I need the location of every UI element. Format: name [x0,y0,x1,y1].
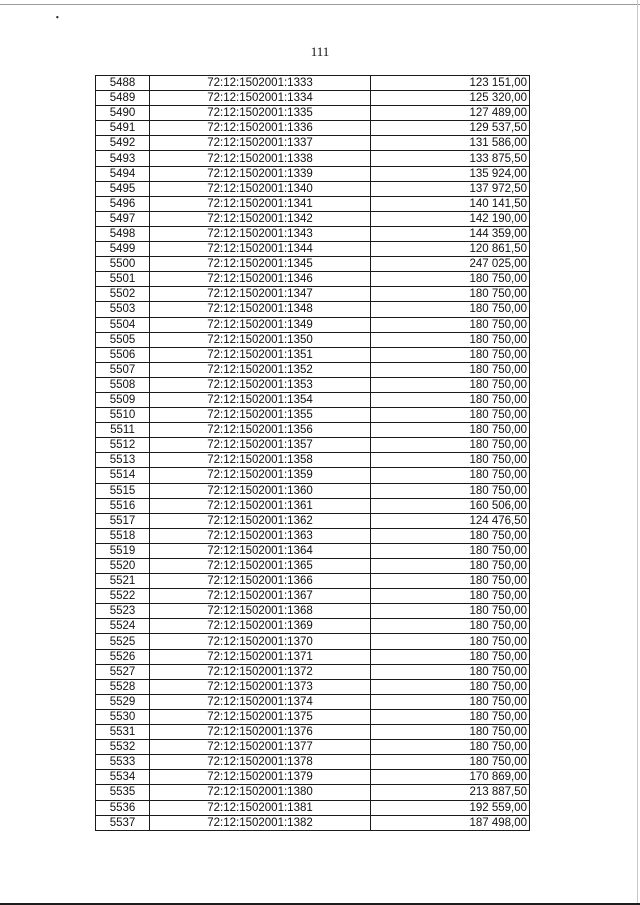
table-row [96,91,530,106]
cadastral-number-cell: 72:12:1502001:1350 [150,332,371,347]
row-number-cell: 5490 [96,106,150,121]
table-row [96,438,530,453]
row-number-cell: 5516 [96,498,150,513]
table-body [96,76,530,831]
row-number-cell: 5493 [96,151,150,166]
page-number: 111 [310,44,330,59]
cadastral-number-cell: 72:12:1502001:1364 [150,543,371,558]
cadastral-number-cell: 72:12:1502001:1346 [150,272,371,287]
table-row [96,740,530,755]
row-number-cell: 5519 [96,543,150,558]
cadastral-number-cell: 72:12:1502001:1365 [150,559,371,574]
value-cell: 247 025,00 [371,257,530,272]
table-row [96,392,530,407]
value-cell: 180 750,00 [371,377,530,392]
row-number-cell: 5501 [96,272,150,287]
cadastral-number-cell: 72:12:1502001:1351 [150,347,371,362]
value-cell: 180 750,00 [371,468,530,483]
row-number-cell: 5506 [96,347,150,362]
cadastral-number-cell: 72:12:1502001:1358 [150,453,371,468]
table-row [96,317,530,332]
cadastral-number-cell: 72:12:1502001:1337 [150,136,371,151]
value-cell: 180 750,00 [371,543,530,558]
value-cell: 124 476,50 [371,513,530,528]
cadastral-number-cell: 72:12:1502001:1359 [150,468,371,483]
cadastral-number-cell: 72:12:1502001:1374 [150,694,371,709]
value-cell: 180 750,00 [371,559,530,574]
value-cell: 180 750,00 [371,272,530,287]
value-cell: 170 869,00 [371,770,530,785]
value-cell: 180 750,00 [371,528,530,543]
table-row [96,543,530,558]
cadastral-number-cell: 72:12:1502001:1353 [150,377,371,392]
value-cell: 180 750,00 [371,574,530,589]
row-number-cell: 5509 [96,392,150,407]
row-number-cell: 5527 [96,664,150,679]
value-cell: 180 750,00 [371,302,530,317]
row-number-cell: 5537 [96,815,150,830]
row-number-cell: 5508 [96,377,150,392]
value-cell: 180 750,00 [371,604,530,619]
cadastral-number-cell: 72:12:1502001:1343 [150,226,371,241]
row-number-cell: 5536 [96,800,150,815]
table-row [96,226,530,241]
row-number-cell: 5520 [96,559,150,574]
row-number-cell: 5491 [96,121,150,136]
value-cell: 180 750,00 [371,287,530,302]
cadastral-number-cell: 72:12:1502001:1355 [150,408,371,423]
value-cell: 127 489,00 [371,106,530,121]
cadastral-number-cell: 72:12:1502001:1336 [150,121,371,136]
table-row [96,121,530,136]
row-number-cell: 5507 [96,362,150,377]
table-row [96,604,530,619]
cadastral-number-cell: 72:12:1502001:1338 [150,151,371,166]
table-row [96,347,530,362]
table-row [96,76,530,91]
table-row [96,287,530,302]
row-number-cell: 5532 [96,740,150,755]
row-number-cell: 5489 [96,91,150,106]
value-cell: 133 875,50 [371,151,530,166]
table-row [96,483,530,498]
cadastral-number-cell: 72:12:1502001:1342 [150,211,371,226]
row-number-cell: 5525 [96,634,150,649]
value-cell: 131 586,00 [371,136,530,151]
row-number-cell: 5533 [96,755,150,770]
value-cell: 180 750,00 [371,664,530,679]
cadastral-number-cell: 72:12:1502001:1349 [150,317,371,332]
cadastral-number-cell: 72:12:1502001:1375 [150,709,371,724]
value-cell: 180 750,00 [371,755,530,770]
value-cell: 123 151,00 [371,76,530,91]
value-cell: 137 972,50 [371,181,530,196]
value-cell: 180 750,00 [371,483,530,498]
table-row [96,694,530,709]
scan-speck-mark: • [53,11,62,23]
table-row [96,136,530,151]
cadastral-number-cell: 72:12:1502001:1341 [150,196,371,211]
row-number-cell: 5503 [96,302,150,317]
row-number-cell: 5500 [96,257,150,272]
value-cell: 160 506,00 [371,498,530,513]
value-cell: 144 359,00 [371,226,530,241]
cadastral-number-cell: 72:12:1502001:1367 [150,589,371,604]
row-number-cell: 5534 [96,770,150,785]
table-row [96,272,530,287]
value-cell: 180 750,00 [371,694,530,709]
row-number-cell: 5514 [96,468,150,483]
value-cell: 120 861,50 [371,242,530,257]
value-cell: 180 750,00 [371,740,530,755]
cadastral-number-cell: 72:12:1502001:1340 [150,181,371,196]
table-row [96,498,530,513]
cadastral-number-cell: 72:12:1502001:1352 [150,362,371,377]
value-cell: 180 750,00 [371,438,530,453]
cadastral-number-cell: 72:12:1502001:1360 [150,483,371,498]
cadastral-number-cell: 72:12:1502001:1347 [150,287,371,302]
value-cell: 180 750,00 [371,619,530,634]
row-number-cell: 5488 [96,76,150,91]
cadastral-number-cell: 72:12:1502001:1376 [150,725,371,740]
table-row [96,770,530,785]
row-number-cell: 5529 [96,694,150,709]
table-row [96,619,530,634]
table-row [96,634,530,649]
row-number-cell: 5512 [96,438,150,453]
cadastral-number-cell: 72:12:1502001:1354 [150,392,371,407]
table-row [96,815,530,830]
scan-right-edge [637,0,638,905]
table-row [96,166,530,181]
row-number-cell: 5502 [96,287,150,302]
value-cell: 135 924,00 [371,166,530,181]
cadastral-number-cell: 72:12:1502001:1335 [150,106,371,121]
value-cell: 180 750,00 [371,408,530,423]
row-number-cell: 5494 [96,166,150,181]
value-cell: 180 750,00 [371,589,530,604]
table-row [96,785,530,800]
value-cell: 180 750,00 [371,392,530,407]
value-cell: 142 190,00 [371,211,530,226]
row-number-cell: 5499 [96,242,150,257]
row-number-cell: 5504 [96,317,150,332]
cadastral-number-cell: 72:12:1502001:1369 [150,619,371,634]
scan-top-edge [0,4,640,5]
table-row [96,559,530,574]
value-cell: 180 750,00 [371,423,530,438]
table-row [96,755,530,770]
table-row [96,574,530,589]
cadastral-number-cell: 72:12:1502001:1382 [150,815,371,830]
table-row [96,725,530,740]
row-number-cell: 5524 [96,619,150,634]
value-cell: 180 750,00 [371,634,530,649]
value-cell: 180 750,00 [371,649,530,664]
value-cell: 213 887,50 [371,785,530,800]
cadastral-number-cell: 72:12:1502001:1368 [150,604,371,619]
table-row [96,408,530,423]
table-row [96,211,530,226]
value-cell: 140 141,50 [371,196,530,211]
row-number-cell: 5515 [96,483,150,498]
table-row [96,423,530,438]
value-cell: 180 750,00 [371,725,530,740]
value-cell: 180 750,00 [371,332,530,347]
table-row [96,377,530,392]
table-row [96,453,530,468]
value-cell: 187 498,00 [371,815,530,830]
cadastral-number-cell: 72:12:1502001:1333 [150,76,371,91]
value-cell: 180 750,00 [371,347,530,362]
cadastral-number-cell: 72:12:1502001:1334 [150,91,371,106]
cadastral-number-cell: 72:12:1502001:1378 [150,755,371,770]
cadastral-number-cell: 72:12:1502001:1344 [150,242,371,257]
table-row [96,589,530,604]
cadastral-number-cell: 72:12:1502001:1372 [150,664,371,679]
cadastral-value-table [95,75,530,831]
row-number-cell: 5495 [96,181,150,196]
row-number-cell: 5496 [96,196,150,211]
value-cell: 192 559,00 [371,800,530,815]
cadastral-number-cell: 72:12:1502001:1377 [150,740,371,755]
table-row [96,302,530,317]
table-row [96,513,530,528]
table-row [96,664,530,679]
value-cell: 125 320,00 [371,91,530,106]
table-row [96,649,530,664]
cadastral-number-cell: 72:12:1502001:1361 [150,498,371,513]
row-number-cell: 5521 [96,574,150,589]
table-row [96,800,530,815]
cadastral-number-cell: 72:12:1502001:1345 [150,257,371,272]
row-number-cell: 5518 [96,528,150,543]
row-number-cell: 5531 [96,725,150,740]
row-number-cell: 5535 [96,785,150,800]
row-number-cell: 5528 [96,679,150,694]
row-number-cell: 5497 [96,211,150,226]
row-number-cell: 5530 [96,709,150,724]
table-row [96,242,530,257]
table-row [96,106,530,121]
cadastral-number-cell: 72:12:1502001:1370 [150,634,371,649]
row-number-cell: 5511 [96,423,150,438]
row-number-cell: 5505 [96,332,150,347]
table-row [96,257,530,272]
table-row [96,196,530,211]
table-row [96,468,530,483]
cadastral-number-cell: 72:12:1502001:1366 [150,574,371,589]
value-cell: 180 750,00 [371,362,530,377]
value-cell: 129 537,50 [371,121,530,136]
cadastral-number-cell: 72:12:1502001:1379 [150,770,371,785]
row-number-cell: 5517 [96,513,150,528]
row-number-cell: 5498 [96,226,150,241]
cadastral-number-cell: 72:12:1502001:1339 [150,166,371,181]
cadastral-number-cell: 72:12:1502001:1357 [150,438,371,453]
table-row [96,709,530,724]
cadastral-number-cell: 72:12:1502001:1363 [150,528,371,543]
value-cell: 180 750,00 [371,453,530,468]
table-row [96,332,530,347]
cadastral-number-cell: 72:12:1502001:1348 [150,302,371,317]
row-number-cell: 5510 [96,408,150,423]
table-row [96,679,530,694]
row-number-cell: 5513 [96,453,150,468]
row-number-cell: 5526 [96,649,150,664]
value-cell: 180 750,00 [371,679,530,694]
row-number-cell: 5522 [96,589,150,604]
cadastral-number-cell: 72:12:1502001:1362 [150,513,371,528]
table-row [96,528,530,543]
cadastral-number-cell: 72:12:1502001:1371 [150,649,371,664]
table-row [96,151,530,166]
value-cell: 180 750,00 [371,709,530,724]
row-number-cell: 5523 [96,604,150,619]
table-row [96,362,530,377]
value-cell: 180 750,00 [371,317,530,332]
cadastral-number-cell: 72:12:1502001:1373 [150,679,371,694]
cadastral-number-cell: 72:12:1502001:1380 [150,785,371,800]
cadastral-number-cell: 72:12:1502001:1381 [150,800,371,815]
table-row [96,181,530,196]
row-number-cell: 5492 [96,136,150,151]
cadastral-number-cell: 72:12:1502001:1356 [150,423,371,438]
